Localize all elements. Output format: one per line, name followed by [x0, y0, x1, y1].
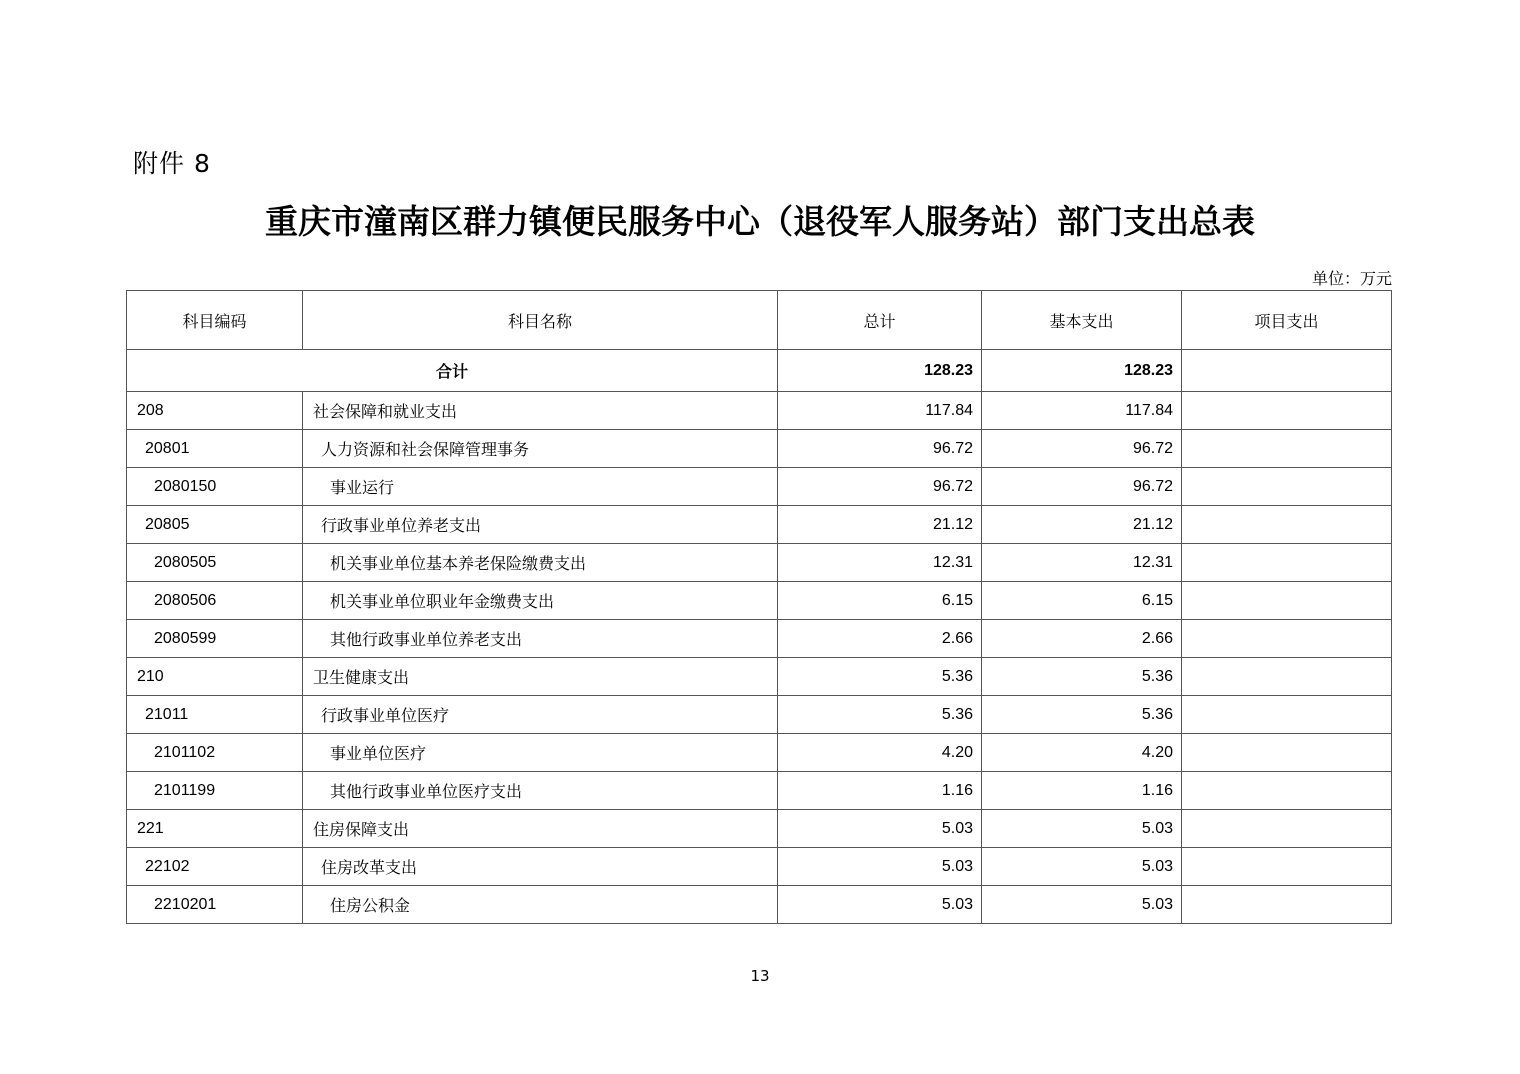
row-project: [1182, 772, 1392, 810]
row-code: 2101199: [127, 772, 303, 810]
row-project: [1182, 430, 1392, 468]
row-project: [1182, 392, 1392, 430]
table-row: [127, 430, 1392, 468]
row-code: 221: [127, 810, 303, 848]
row-name: 行政事业单位养老支出: [303, 506, 778, 544]
row-basic: 5.36: [982, 696, 1182, 734]
row-project: [1182, 506, 1392, 544]
row-basic: 96.72: [982, 468, 1182, 506]
header-project: 项目支出: [1182, 291, 1392, 350]
row-total: 96.72: [778, 468, 982, 506]
row-basic: 5.36: [982, 658, 1182, 696]
row-name: 住房公积金: [303, 886, 778, 924]
attachment-label: 附件 8: [133, 149, 211, 178]
row-name: 住房保障支出: [303, 810, 778, 848]
row-project: [1182, 848, 1392, 886]
total-label: 合计: [127, 350, 778, 392]
table-header-row: [127, 291, 1392, 350]
table-row: [127, 392, 1392, 430]
row-code: 2210201: [127, 886, 303, 924]
header-name: 科目名称: [303, 291, 778, 350]
row-name: 人力资源和社会保障管理事务: [303, 430, 778, 468]
table-row: [127, 544, 1392, 582]
header-code: 科目编码: [127, 291, 303, 350]
header-total: 总计: [778, 291, 982, 350]
total-basic: 128.23: [982, 350, 1182, 392]
total-sum: 128.23: [778, 350, 982, 392]
row-total: 6.15: [778, 582, 982, 620]
row-name: 事业单位医疗: [303, 734, 778, 772]
row-code: 208: [127, 392, 303, 430]
row-code: 20805: [127, 506, 303, 544]
row-total: 1.16: [778, 772, 982, 810]
total-project: [1182, 350, 1392, 392]
row-name: 事业运行: [303, 468, 778, 506]
table-row: [127, 582, 1392, 620]
row-basic: 1.16: [982, 772, 1182, 810]
row-basic: 2.66: [982, 620, 1182, 658]
page-number: 13: [750, 967, 770, 985]
row-project: [1182, 696, 1392, 734]
row-project: [1182, 886, 1392, 924]
row-total: 5.36: [778, 658, 982, 696]
row-basic: 5.03: [982, 810, 1182, 848]
row-name: 行政事业单位医疗: [303, 696, 778, 734]
row-basic: 21.12: [982, 506, 1182, 544]
table-row: [127, 696, 1392, 734]
row-basic: 117.84: [982, 392, 1182, 430]
row-project: [1182, 544, 1392, 582]
row-total: 5.03: [778, 848, 982, 886]
row-name: 机关事业单位职业年金缴费支出: [303, 582, 778, 620]
row-total: 5.03: [778, 810, 982, 848]
row-code: 2080599: [127, 620, 303, 658]
row-code: 2080150: [127, 468, 303, 506]
row-basic: 6.15: [982, 582, 1182, 620]
table-row: [127, 620, 1392, 658]
row-basic: 5.03: [982, 848, 1182, 886]
row-total: 5.36: [778, 696, 982, 734]
row-total: 12.31: [778, 544, 982, 582]
row-total: 2.66: [778, 620, 982, 658]
row-project: [1182, 582, 1392, 620]
table-row: [127, 772, 1392, 810]
row-project: [1182, 468, 1392, 506]
row-basic: 4.20: [982, 734, 1182, 772]
row-project: [1182, 620, 1392, 658]
row-project: [1182, 734, 1392, 772]
row-project: [1182, 810, 1392, 848]
table-row: [127, 658, 1392, 696]
row-code: 2080505: [127, 544, 303, 582]
expenditure-table: [126, 290, 1392, 924]
row-name: 机关事业单位基本养老保险缴费支出: [303, 544, 778, 582]
table-row: [127, 506, 1392, 544]
row-name: 住房改革支出: [303, 848, 778, 886]
table-row: [127, 810, 1392, 848]
row-total: 117.84: [778, 392, 982, 430]
total-row: [127, 350, 1392, 392]
row-total: 96.72: [778, 430, 982, 468]
table-row: [127, 468, 1392, 506]
table-row: [127, 886, 1392, 924]
row-code: 2101102: [127, 734, 303, 772]
page-title: 重庆市潼南区群力镇便民服务中心（退役军人服务站）部门支出总表: [265, 202, 1255, 241]
row-basic: 5.03: [982, 886, 1182, 924]
row-total: 5.03: [778, 886, 982, 924]
row-name: 其他行政事业单位医疗支出: [303, 772, 778, 810]
row-total: 4.20: [778, 734, 982, 772]
table-row: [127, 734, 1392, 772]
row-total: 21.12: [778, 506, 982, 544]
unit-label: 单位：万元: [1311, 269, 1392, 288]
row-code: 20801: [127, 430, 303, 468]
row-code: 22102: [127, 848, 303, 886]
header-basic: 基本支出: [982, 291, 1182, 350]
row-name: 社会保障和就业支出: [303, 392, 778, 430]
row-code: 21011: [127, 696, 303, 734]
row-name: 卫生健康支出: [303, 658, 778, 696]
row-code: 210: [127, 658, 303, 696]
row-basic: 96.72: [982, 430, 1182, 468]
row-name: 其他行政事业单位养老支出: [303, 620, 778, 658]
row-project: [1182, 658, 1392, 696]
row-code: 2080506: [127, 582, 303, 620]
table-row: [127, 848, 1392, 886]
row-basic: 12.31: [982, 544, 1182, 582]
